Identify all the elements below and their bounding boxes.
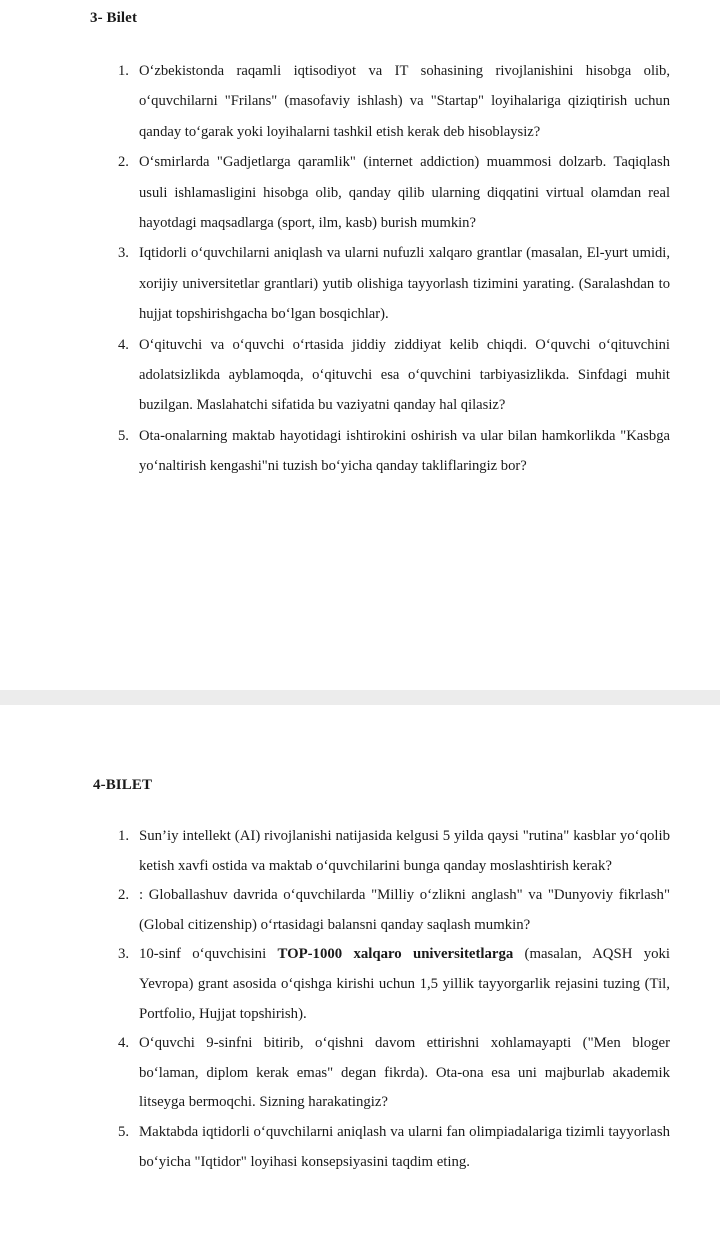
- ticket-4-page: [0, 705, 720, 1246]
- ticket-3-question-1: [118, 56, 670, 147]
- question-number: 5.: [118, 427, 129, 444]
- ticket-3-question-4: [118, 330, 670, 421]
- question-text: O‘zbekistonda raqamli iqtisodiyot va IT sohasining rivojlanishini hisobga olib, o‘quvchilarni "Frilans" (masofaviy ishlash) va "Startap" loyihalariga qiziqtirish uchun qanday to‘garak yoki loyihalarni tashkil etish kerak deb hisoblaysiz?: [139, 63, 670, 140]
- question-number: 5.: [118, 1123, 130, 1140]
- ticket-4-question-2: [118, 881, 670, 940]
- question-number: 3.: [118, 946, 130, 963]
- ticket-4-title: 4-BILET: [93, 777, 153, 793]
- question-text: Iqtidorli o‘quvchilarni aniqlash va ularni nufuzli xalqaro grantlar (masalan, El-yurt umidi, xorijiy universitetlar grantlari) yutib olishiga tayyorlash tizimini yarating. (Saralashdan to hujjat topshirishgacha bo‘lgan bosqichlar).: [139, 245, 670, 323]
- question-text: O‘smirlarda "Gadjetlarga qaramlik" (internet addiction) muammosi dolzarb. Taqiqlash usuli ishlamasligini hisobga olib, qanday qilib ularning diqqatini virtual olamdan real hayotdagi maqsadlarga (sport, ilm, kasb) burish mumkin?: [139, 154, 670, 232]
- question-number: 3.: [118, 245, 129, 262]
- ticket-3-title: 3- Bilet: [90, 10, 138, 26]
- question-text: Ota-onalarning maktab hayotidagi ishtirokini oshirish va ular bilan hamkorlikda "Kasbga yo‘naltirish kengashi"ni tuzish bo‘yicha qanday takliflaringiz bor?: [139, 427, 670, 475]
- ticket-3-question-5: [118, 421, 670, 482]
- question-text: O‘quvchi 9-sinfni bitirib, o‘qishni davom ettirishni xohlamayapti ("Men bloger bo‘laman, diplom kerak emas" degan fikrda). Ota-ona esa uni majburlab akademik litseyga bermoqchi. Sizning harakatingiz?: [139, 1035, 670, 1111]
- ticket-4-question-list: [118, 822, 670, 1177]
- question-number: 4.: [118, 1035, 130, 1052]
- question-number: 1.: [118, 63, 129, 79]
- question-text: Sun’iy intellekt (AI) rivojlanishi natijasida kelgusi 5 yilda qaysi "rutina" kasblar yo‘qolib ketish xavfi ostida va maktab o‘quvchilarini bunga qanday moslashtirish kerak?: [139, 828, 670, 874]
- question-text-part: 10-sinf o‘quvchisini: [139, 946, 278, 963]
- ticket-4-question-5: [118, 1118, 670, 1177]
- ticket-4-question-4: [118, 1029, 670, 1118]
- ticket-4-question-1: [118, 822, 670, 881]
- question-number: 1.: [118, 828, 130, 844]
- ticket-3-question-2: [118, 147, 670, 238]
- question-text: Maktabda iqtidorli o‘quvchilarni aniqlash va ularni fan olimpiadalariga tizimli tayyorlash bo‘yicha "Iqtidor" loyihasi konsepsiyasini taqdim eting.: [139, 1123, 670, 1170]
- question-number: 2.: [118, 887, 130, 904]
- ticket-4-question-3: [118, 940, 670, 1029]
- ticket-3-question-list: [118, 56, 670, 482]
- question-number: 2.: [118, 154, 129, 171]
- ticket-3-question-3: [118, 238, 670, 329]
- page-separator: [0, 690, 720, 705]
- question-text-emphasis: TOP-1000 xalqaro universitetlarga: [277, 946, 514, 963]
- question-text-part: (masalan, AQSH yoki Yevropa) grant asosida o‘qishga kirishi uchun 1,5 yillik tayyorgarlik rejasini tuzing (Til, Portfolio, Hujjat topshirish).: [139, 946, 671, 1022]
- question-text: O‘qituvchi va o‘quvchi o‘rtasida jiddiy ziddiyat kelib chiqdi. O‘quvchi o‘qituvchini adolatsizlikda ayblamoqda, o‘qituvchi esa o‘quvchini tarbiyasizlikda. Sinfdagi muhit buzilgan. Maslahatchi sifatida bu vaziyatni qanday hal qilasiz?: [139, 336, 670, 414]
- question-text: : Globallashuv davrida o‘quvchilarda "Milliy o‘zlikni anglash" va "Dunyoviy fikrlash" (Global citizenship) o‘rtasidagi balansni qanday saqlash mumkin?: [139, 887, 670, 933]
- question-number: 4.: [118, 336, 129, 353]
